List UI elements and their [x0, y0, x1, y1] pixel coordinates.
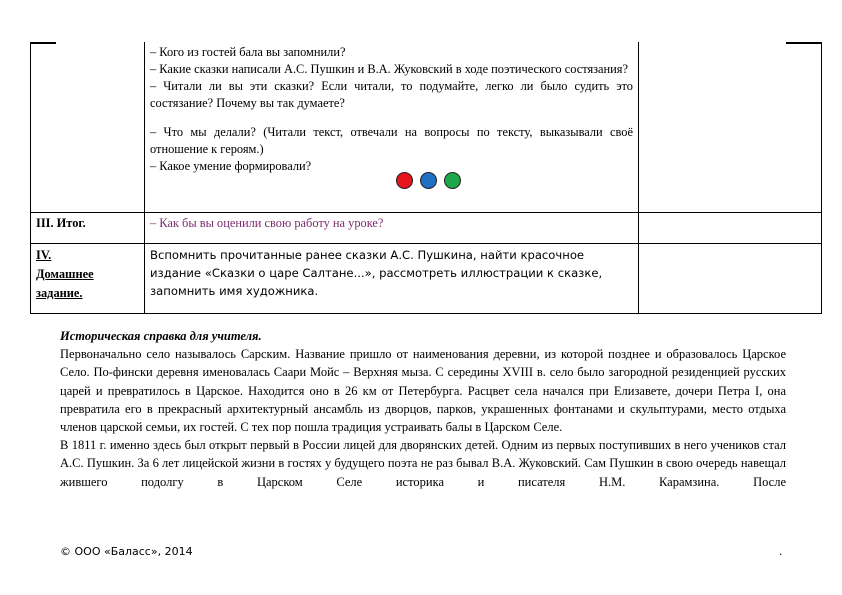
table-row [31, 212, 822, 243]
notes-cell [639, 212, 822, 243]
stage-cell [31, 243, 145, 313]
copyright-footer: © ООО «Баласс», 2014 [60, 545, 193, 558]
historical-note [60, 327, 786, 491]
question-item: – Читали ли вы эти сказки? Если читали, то подумайте, легко ли было судить это состязание? Почему вы так думаете? [150, 79, 633, 110]
question-item: – Какие сказки написали А.С. Пушкин и В.А. Жуковский в ходе поэтического состязания? [150, 62, 629, 76]
blue-dot-icon [420, 172, 437, 189]
note-paragraph: В 1811 г. именно здесь был открыт первый в России лицей для дворянских детей. Одним из первых поступивших в него учеников стал А.С. Пушкин. За 6 лет лицейской жизни в гостях у будущего поэта не раз бывал В.А. Жуковский. Сам Пушкин в свою очередь навещал жившего подолгу в Царском Селе историка и писателя Н.М. Карамзина. После [60, 438, 786, 489]
notes-cell [639, 243, 822, 313]
green-dot-icon [444, 172, 461, 189]
footer-mark: . [779, 545, 783, 558]
table-row [31, 243, 822, 313]
notes-cell [639, 42, 822, 212]
questions-cell [145, 42, 639, 212]
color-dots [396, 172, 461, 189]
summary-question: – Как бы вы оценили свою работу на уроке? [150, 215, 384, 230]
note-paragraph: Первоначально село называлось Сарским. Название пришло от наименования деревни, из которой позднее и образовалось Царское Село. По-фински деревня именовалась Саари Мойс – Верхняя мыза. С середины XVIII в. село было загородной резиденцией русских царей и превратилось в Царское. Находится оно в 26 км от Петербурга. Расцвет села начался при Елизавете, дочери Петра I, она превратила его в прекрасный архитектурный ансамбль из дворцов, парков, украшенных фонтанами и скульптурами, место отдыха членов царской семьи, их гостей. С тех пор пошла традиция устраивать балы в Царском Селе. [60, 347, 786, 435]
stage-number: IV. [36, 247, 52, 262]
homework-cell [145, 243, 639, 313]
question-item: – Какое умение формировали? [150, 159, 312, 173]
question-item: – Кого из гостей бала вы запомнили? [150, 45, 346, 59]
question-item: – Что мы делали? (Читали текст, отвечали на вопросы по тексту, выказывали своё отношение к героям.) [150, 125, 633, 156]
stage-cell [31, 212, 145, 243]
stage-word: задание. [36, 285, 83, 300]
stage-label: III. Итог. [36, 215, 86, 230]
stage-cell [31, 42, 145, 212]
stage-word: Домашнее [36, 266, 94, 281]
stage-label [36, 246, 139, 303]
content-cell [145, 212, 639, 243]
note-title: Историческая справка для учителя. [60, 329, 262, 343]
red-dot-icon [396, 172, 413, 189]
homework-text: Вспомнить прочитанные ранее сказки А.С. Пушкина, найти красочное издание «Сказки о царе Салтане...», рассмотреть иллюстрации к сказке, запомнить имя художника. [150, 247, 603, 298]
